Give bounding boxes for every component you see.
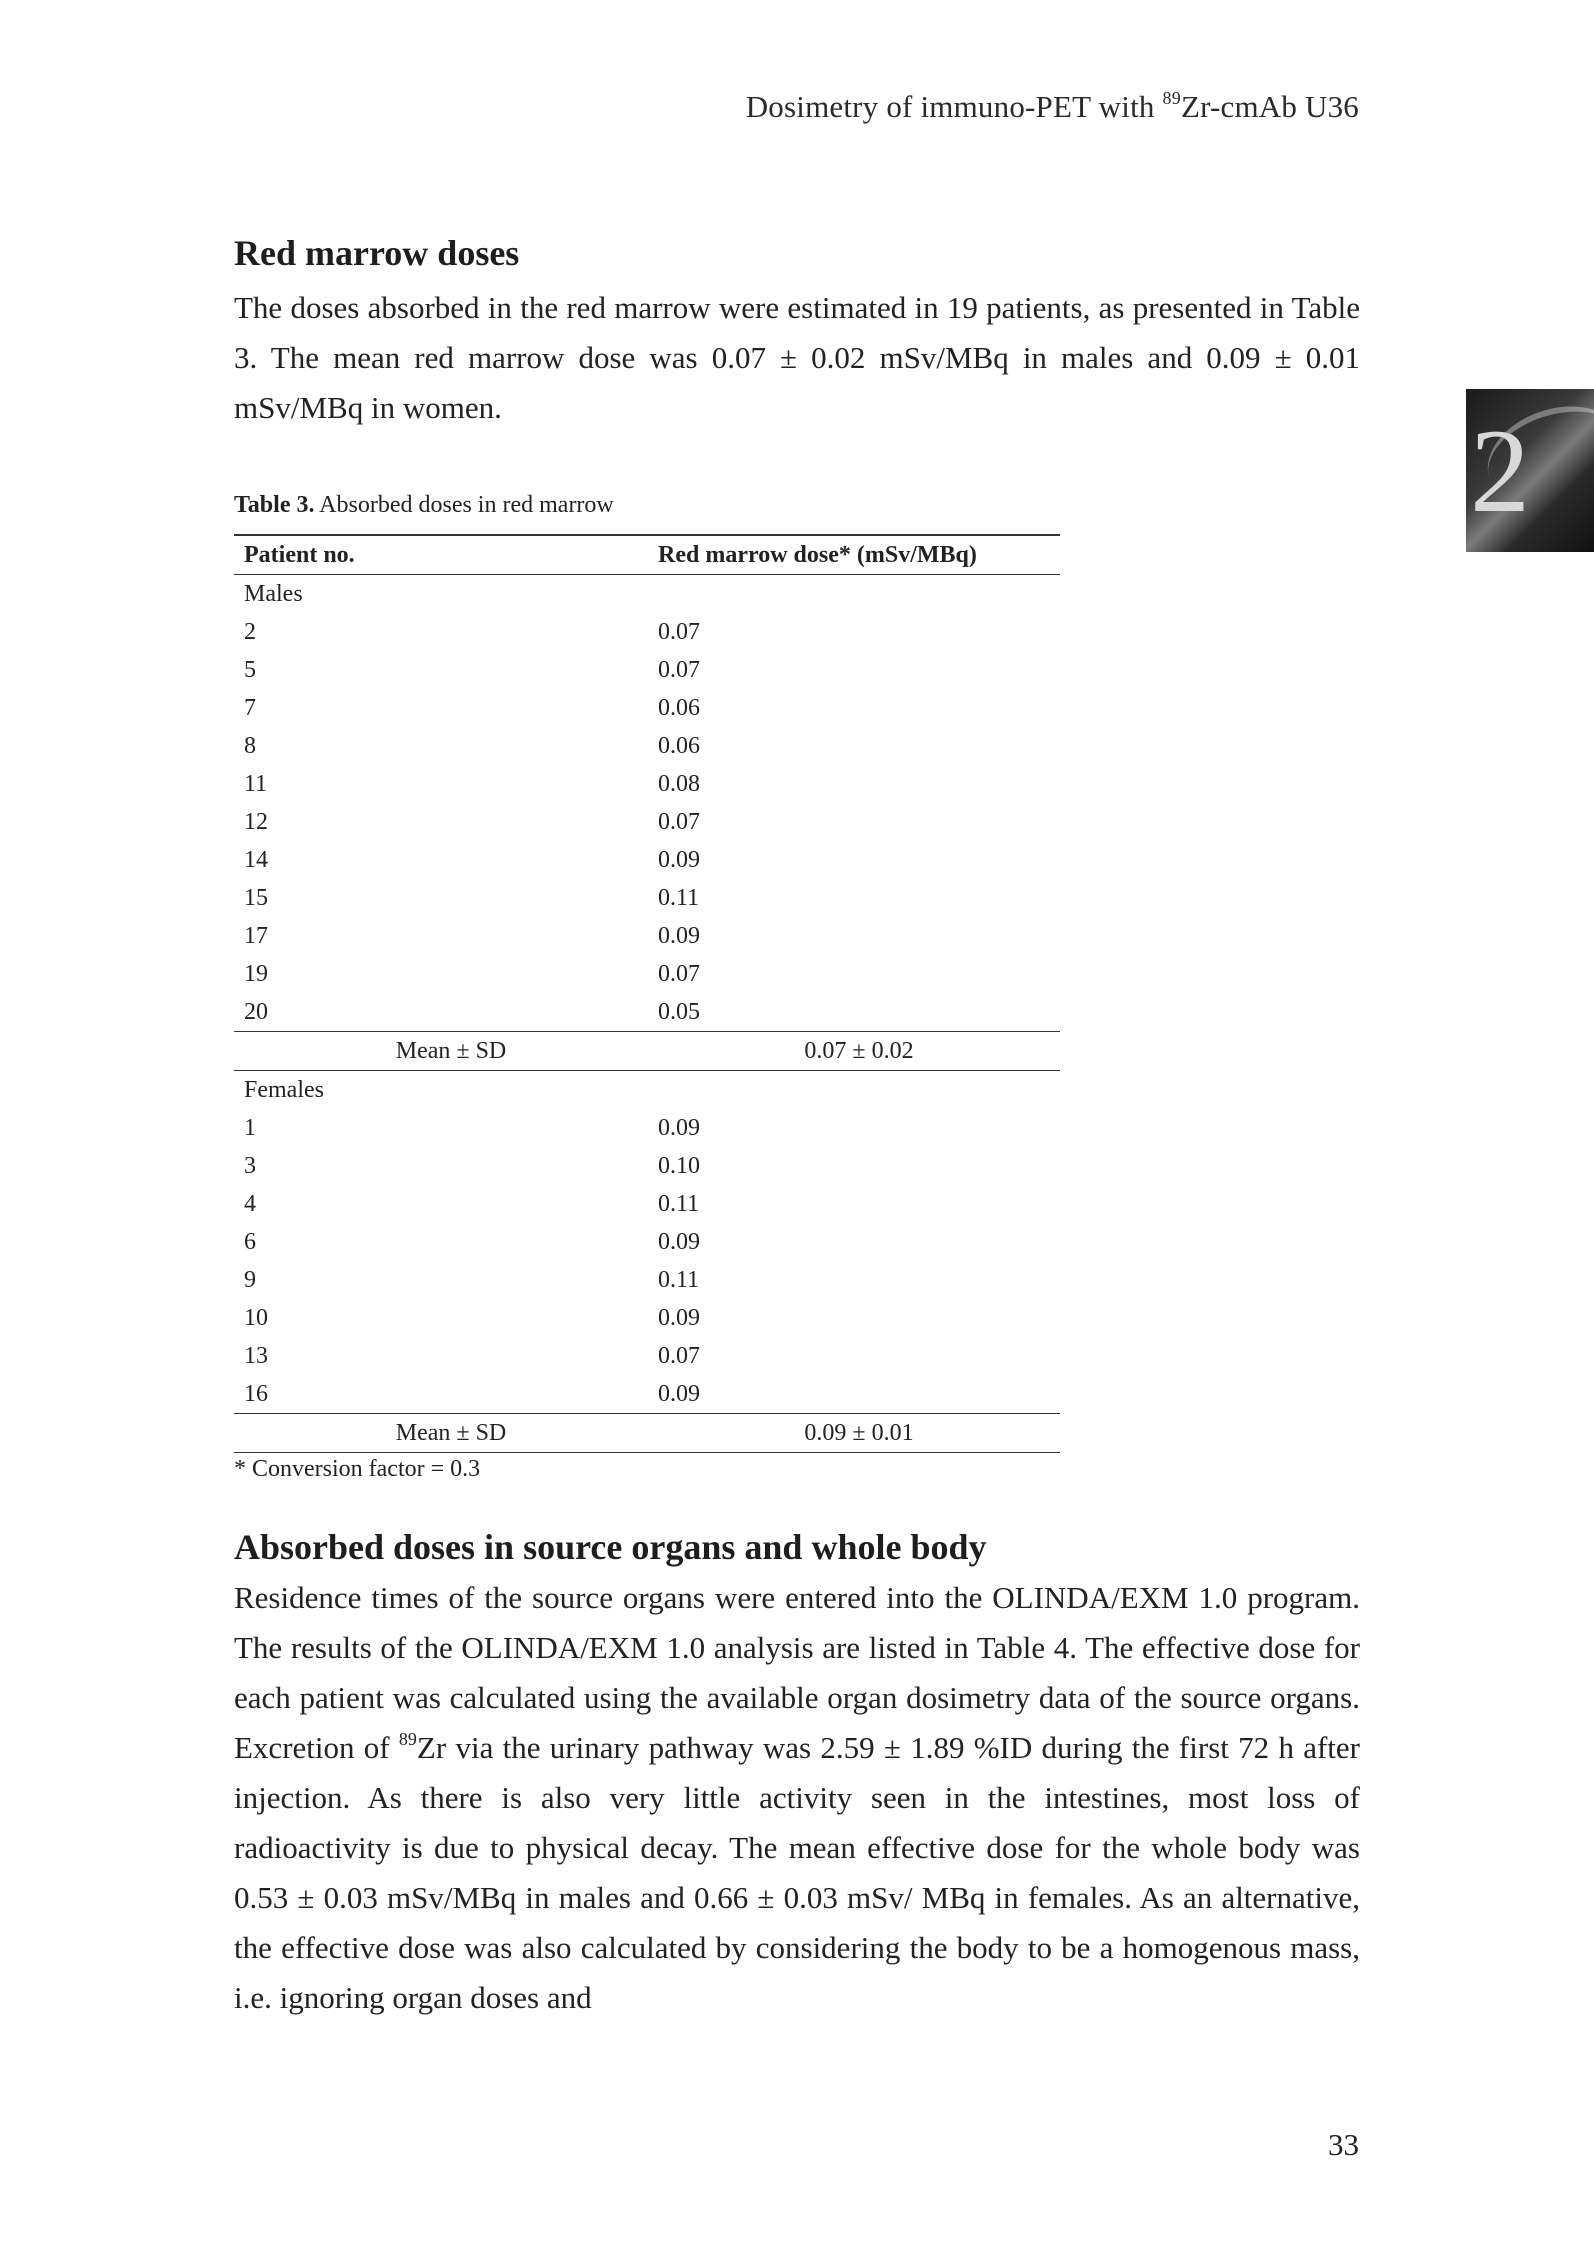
mean-sd-value: 0.07 ± 0.02 bbox=[804, 1037, 914, 1064]
patient-number-cell: 5 bbox=[244, 656, 256, 683]
running-header bbox=[746, 88, 1359, 125]
patient-number-cell: 2 bbox=[244, 618, 256, 645]
table-row bbox=[234, 917, 1060, 955]
dose-value-cell: 0.05 bbox=[658, 998, 700, 1025]
group-label-row bbox=[234, 575, 1060, 614]
table-caption-text: Absorbed doses in red marrow bbox=[314, 492, 614, 518]
dose-value-cell: 0.10 bbox=[658, 1152, 700, 1179]
table-row bbox=[234, 803, 1060, 841]
patient-number-cell: 7 bbox=[244, 694, 256, 721]
mean-sd-row bbox=[234, 1032, 1060, 1071]
table-row bbox=[234, 765, 1060, 803]
table-row bbox=[234, 841, 1060, 879]
table-row bbox=[234, 1299, 1060, 1337]
running-title-after: Zr-cmAb U36 bbox=[1180, 89, 1359, 124]
patient-number-cell: 11 bbox=[244, 770, 268, 797]
mean-sd-label: Mean ± SD bbox=[395, 1419, 507, 1446]
table-row bbox=[234, 613, 1060, 651]
patient-number-cell: 1 bbox=[244, 1114, 256, 1141]
dose-value-cell: 0.11 bbox=[658, 1190, 700, 1217]
dose-value-cell: 0.11 bbox=[658, 884, 700, 911]
red-marrow-dose-table bbox=[234, 534, 1060, 1453]
dose-value-cell: 0.09 bbox=[658, 1114, 700, 1141]
page-number: 33 bbox=[1328, 2127, 1359, 2162]
group-label-empty-cell bbox=[658, 575, 1060, 614]
table-row bbox=[234, 879, 1060, 917]
running-title-before: Dosimetry of immuno-PET with bbox=[745, 89, 1163, 124]
chapter-tab bbox=[1466, 389, 1594, 552]
column-header-dose: Red marrow dose* (mSv/MBq) bbox=[658, 541, 977, 568]
patient-number-cell: 19 bbox=[244, 960, 268, 987]
table-caption-label: Table 3. bbox=[234, 492, 315, 518]
dose-value-cell: 0.07 bbox=[658, 618, 700, 645]
dose-value-cell: 0.09 bbox=[658, 1304, 700, 1331]
column-header-patient: Patient no. bbox=[244, 541, 355, 568]
dose-value-cell: 0.09 bbox=[658, 1228, 700, 1255]
patient-number-cell: 16 bbox=[244, 1380, 268, 1407]
dose-value-cell: 0.06 bbox=[658, 694, 700, 721]
mean-sd-label: Mean ± SD bbox=[395, 1037, 507, 1064]
section-heading-red-marrow: Red marrow doses bbox=[234, 233, 520, 273]
patient-number-cell: 9 bbox=[244, 1266, 256, 1293]
group-label: Females bbox=[244, 1076, 324, 1103]
section-paragraph-red-marrow: The doses absorbed in the red marrow were estimated in 19 patients, as presented in Table 3. The mean red marrow dose was 0.07 ± 0.02 mSv/MBq in males and 0.09 ± 0.01 mSv/MBq in women. bbox=[234, 290, 1360, 425]
patient-number-cell: 15 bbox=[244, 884, 268, 911]
patient-number-cell: 14 bbox=[244, 846, 268, 873]
table-row bbox=[234, 1375, 1060, 1414]
table-header-row bbox=[234, 535, 1060, 575]
dose-value-cell: 0.07 bbox=[658, 808, 700, 835]
patient-number-cell: 13 bbox=[244, 1342, 268, 1369]
table-row bbox=[234, 1147, 1060, 1185]
table-row bbox=[234, 1261, 1060, 1299]
running-title-superscript: 89 bbox=[1162, 88, 1181, 108]
patient-number-cell: 17 bbox=[244, 922, 268, 949]
group-label-empty-cell bbox=[658, 1071, 1060, 1110]
table-row bbox=[234, 727, 1060, 765]
paragraph-text-part1: Residence times of the source organs were entered into the OLINDA/EXM 1.0 program. The results of the OLINDA/EXM 1.0 analysis are listed in Table 4. The effective dose for each patient was calculated using the available organ dosimetry data of the source organs. Excretion of bbox=[234, 1580, 1360, 1765]
patient-number-cell: 3 bbox=[244, 1152, 256, 1179]
section-paragraph-source-organs bbox=[234, 1573, 1360, 2023]
dose-value-cell: 0.08 bbox=[658, 770, 700, 797]
patient-number-cell: 10 bbox=[244, 1304, 268, 1331]
paragraph-superscript: 89 bbox=[398, 1729, 417, 1749]
mean-sd-value: 0.09 ± 0.01 bbox=[804, 1419, 914, 1446]
chapter-number: 2 bbox=[1470, 404, 1530, 537]
dose-value-cell: 0.11 bbox=[658, 1266, 700, 1293]
dose-value-cell: 0.09 bbox=[658, 846, 700, 873]
table-caption bbox=[234, 492, 614, 519]
patient-number-cell: 20 bbox=[244, 998, 268, 1025]
section-heading-source-organs: Absorbed doses in source organs and whole body bbox=[234, 1527, 987, 1567]
table-row bbox=[234, 993, 1060, 1032]
table-body bbox=[234, 575, 1060, 1453]
table-row bbox=[234, 955, 1060, 993]
table-footnote: * Conversion factor = 0.3 bbox=[234, 1456, 481, 1482]
dose-value-cell: 0.06 bbox=[658, 732, 700, 759]
group-label: Males bbox=[244, 580, 303, 607]
paragraph-text-part2: Zr via the urinary pathway was 2.59 ± 1.89 %ID during the first 72 h after injection. As there is also very little activity seen in the intestines, most loss of radioactivity is due to physical decay. The mean effective dose for the whole body was 0.53 ± 0.03 mSv/MBq in males and 0.66 ± 0.03 mSv/ MBq in females. As an alternative, the effective dose was also calculated by considering the body to be a homogenous mass, i.e. ignoring organ doses and bbox=[234, 1730, 1361, 2015]
mean-sd-row bbox=[234, 1414, 1060, 1453]
table-row bbox=[234, 1223, 1060, 1261]
dose-value-cell: 0.07 bbox=[658, 1342, 700, 1369]
dose-value-cell: 0.07 bbox=[658, 960, 700, 987]
table-row bbox=[234, 1337, 1060, 1375]
table-row bbox=[234, 651, 1060, 689]
table-row bbox=[234, 1185, 1060, 1223]
patient-number-cell: 8 bbox=[244, 732, 256, 759]
patient-number-cell: 6 bbox=[244, 1228, 256, 1255]
dose-value-cell: 0.09 bbox=[658, 922, 700, 949]
patient-number-cell: 4 bbox=[244, 1190, 256, 1217]
table-row bbox=[234, 689, 1060, 727]
dose-value-cell: 0.09 bbox=[658, 1380, 700, 1407]
group-label-row bbox=[234, 1071, 1060, 1110]
patient-number-cell: 12 bbox=[244, 808, 268, 835]
table-row bbox=[234, 1109, 1060, 1147]
dose-value-cell: 0.07 bbox=[658, 656, 700, 683]
